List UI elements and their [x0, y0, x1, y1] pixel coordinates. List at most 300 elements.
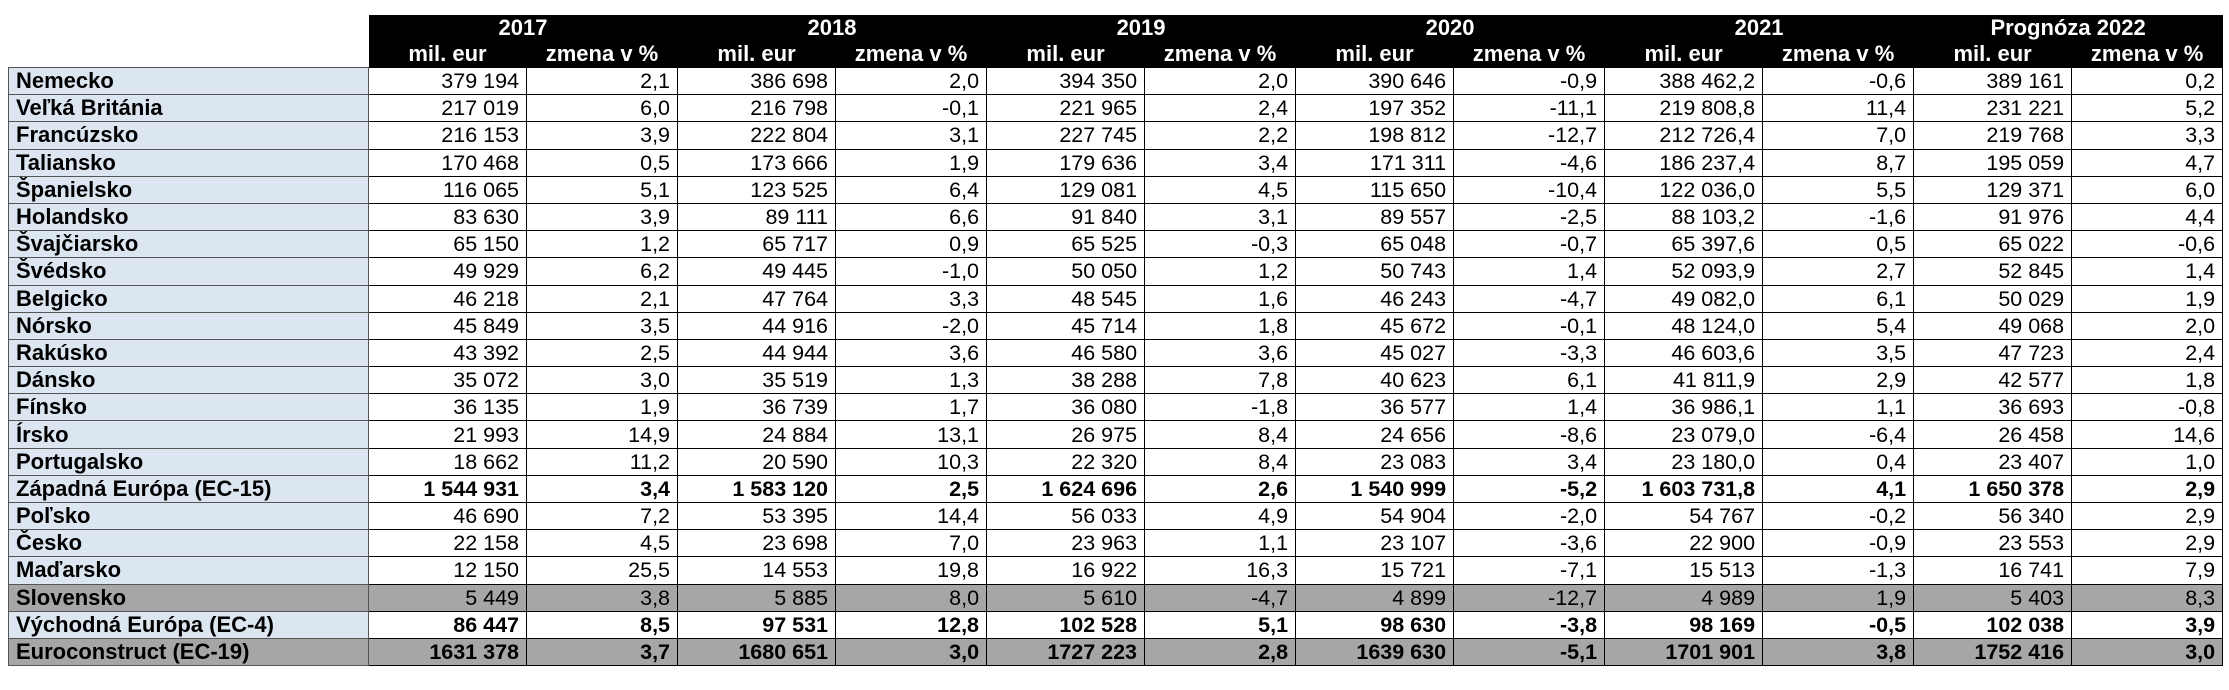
change-cell: 4,9 [1145, 503, 1296, 530]
value-cell: 49 082,0 [1605, 285, 1763, 312]
value-subheader: mil. eur [408, 41, 487, 66]
change-cell: 5,5 [1763, 176, 1914, 203]
change-cell: 1,1 [1763, 394, 1914, 421]
country-name-cell: Rakúsko [9, 339, 369, 366]
change-cell: 3,4 [1145, 149, 1296, 176]
value-cell: 91 840 [987, 203, 1145, 230]
value-cell: 388 462,2 [1605, 68, 1763, 95]
change-subheader: zmena v % [1781, 41, 1895, 66]
year-header: Prognóza 2022 [1990, 15, 2146, 40]
value-cell: 46 690 [369, 503, 527, 530]
value-cell: 36 080 [987, 394, 1145, 421]
value-cell: 65 048 [1296, 231, 1454, 258]
change-cell: 6,1 [1763, 285, 1914, 312]
value-cell: 1639 630 [1296, 638, 1454, 665]
value-cell: 52 845 [1914, 258, 2072, 285]
table-row [9, 584, 2223, 611]
change-cell: 6,1 [1454, 367, 1605, 394]
country-name-cell: Portugalsko [9, 448, 369, 475]
value-cell: 179 636 [987, 149, 1145, 176]
change-cell: -0,6 [1763, 68, 1914, 95]
change-cell: 3,6 [1145, 339, 1296, 366]
value-cell: 47 764 [678, 285, 836, 312]
value-cell: 1752 416 [1914, 638, 2072, 665]
value-cell: 1 603 731,8 [1605, 475, 1763, 502]
value-cell: 48 545 [987, 285, 1145, 312]
change-cell: 4,7 [2072, 149, 2223, 176]
change-cell: 1,1 [1145, 530, 1296, 557]
value-cell: 86 447 [369, 611, 527, 638]
value-cell: 198 812 [1296, 122, 1454, 149]
change-cell: 2,6 [1145, 475, 1296, 502]
value-subheader: mil. eur [1335, 41, 1414, 66]
change-cell: 3,5 [527, 312, 678, 339]
value-cell: 50 743 [1296, 258, 1454, 285]
value-cell: 186 237,4 [1605, 149, 1763, 176]
table-header [9, 15, 2223, 68]
change-cell: 1,6 [1145, 285, 1296, 312]
change-subheader: zmena v % [1472, 41, 1586, 66]
table-row [9, 122, 2223, 149]
value-cell: 116 065 [369, 176, 527, 203]
change-cell: -12,7 [1454, 122, 1605, 149]
value-cell: 5 449 [369, 584, 527, 611]
value-cell: 1 544 931 [369, 475, 527, 502]
construction-output-table [8, 15, 2223, 666]
change-cell: 3,1 [1145, 203, 1296, 230]
value-cell: 65 397,6 [1605, 231, 1763, 258]
value-cell: 56 340 [1914, 503, 2072, 530]
change-cell: -3,8 [1454, 611, 1605, 638]
change-cell: -3,3 [1454, 339, 1605, 366]
value-cell: 195 059 [1914, 149, 2072, 176]
country-name-cell: Belgicko [9, 285, 369, 312]
value-cell: 1680 651 [678, 638, 836, 665]
value-cell: 394 350 [987, 68, 1145, 95]
change-cell: -10,4 [1454, 176, 1605, 203]
unit-header-row [9, 41, 2223, 68]
value-cell: 15 513 [1605, 557, 1763, 584]
value-cell: 36 577 [1296, 394, 1454, 421]
change-cell: 1,8 [2072, 367, 2223, 394]
change-cell: 3,8 [527, 584, 678, 611]
change-cell: 5,1 [1145, 611, 1296, 638]
value-cell: 65 150 [369, 231, 527, 258]
change-cell: -4,7 [1454, 285, 1605, 312]
change-cell: 2,0 [836, 68, 987, 95]
value-cell: 54 904 [1296, 503, 1454, 530]
value-cell: 123 525 [678, 176, 836, 203]
value-cell: 4 989 [1605, 584, 1763, 611]
value-cell: 23 963 [987, 530, 1145, 557]
change-cell: 7,2 [527, 503, 678, 530]
value-cell: 1 624 696 [987, 475, 1145, 502]
value-cell: 41 811,9 [1605, 367, 1763, 394]
change-cell: 6,6 [836, 203, 987, 230]
table-row [9, 258, 2223, 285]
value-cell: 89 557 [1296, 203, 1454, 230]
change-cell: 2,7 [1763, 258, 1914, 285]
change-cell: -4,6 [1454, 149, 1605, 176]
country-name-cell: Holandsko [9, 203, 369, 230]
change-cell: 2,0 [1145, 68, 1296, 95]
value-cell: 46 243 [1296, 285, 1454, 312]
change-cell: -8,6 [1454, 421, 1605, 448]
value-cell: 45 714 [987, 312, 1145, 339]
value-cell: 1701 901 [1605, 638, 1763, 665]
year-header: 2021 [1734, 15, 1784, 40]
value-cell: 102 528 [987, 611, 1145, 638]
change-cell: 1,7 [836, 394, 987, 421]
value-subheader: mil. eur [717, 41, 796, 66]
value-cell: 97 531 [678, 611, 836, 638]
change-subheader: zmena v % [545, 41, 659, 66]
value-subheader: mil. eur [1953, 41, 2032, 66]
change-cell: 1,4 [1454, 394, 1605, 421]
table-row [9, 149, 2223, 176]
change-cell: -0,3 [1145, 231, 1296, 258]
value-cell: 390 646 [1296, 68, 1454, 95]
change-cell: 2,9 [1763, 367, 1914, 394]
change-cell: -1,0 [836, 258, 987, 285]
change-cell: 1,8 [1145, 312, 1296, 339]
value-cell: 50 029 [1914, 285, 2072, 312]
value-subheader: mil. eur [1026, 41, 1105, 66]
change-cell: 2,2 [1145, 122, 1296, 149]
value-cell: 23 079,0 [1605, 421, 1763, 448]
table-row [9, 394, 2223, 421]
change-cell: 25,5 [527, 557, 678, 584]
country-name-cell: Švédsko [9, 258, 369, 285]
change-cell: 2,4 [2072, 339, 2223, 366]
value-cell: 44 944 [678, 339, 836, 366]
value-cell: 15 721 [1296, 557, 1454, 584]
value-cell: 227 745 [987, 122, 1145, 149]
value-cell: 45 027 [1296, 339, 1454, 366]
table-row [9, 339, 2223, 366]
table-row [9, 475, 2223, 502]
change-cell: 8,4 [1145, 448, 1296, 475]
value-cell: 1 583 120 [678, 475, 836, 502]
change-cell: 0,9 [836, 231, 987, 258]
table-row [9, 203, 2223, 230]
change-cell: -1,8 [1145, 394, 1296, 421]
value-cell: 231 221 [1914, 95, 2072, 122]
change-cell: 1,9 [836, 149, 987, 176]
year-header: 2020 [1425, 15, 1475, 40]
change-cell: 3,1 [836, 122, 987, 149]
change-cell: 1,9 [2072, 285, 2223, 312]
change-cell: 2,4 [1145, 95, 1296, 122]
value-cell: 24 656 [1296, 421, 1454, 448]
change-cell: 4,1 [1763, 475, 1914, 502]
value-cell: 173 666 [678, 149, 836, 176]
change-cell: 16,3 [1145, 557, 1296, 584]
change-cell: -6,4 [1763, 421, 1914, 448]
value-cell: 18 662 [369, 448, 527, 475]
change-cell: 3,4 [527, 475, 678, 502]
change-cell: 6,0 [2072, 176, 2223, 203]
change-cell: -1,3 [1763, 557, 1914, 584]
value-cell: 36 986,1 [1605, 394, 1763, 421]
value-cell: 22 320 [987, 448, 1145, 475]
value-cell: 35 519 [678, 367, 836, 394]
value-cell: 14 553 [678, 557, 836, 584]
change-cell: 1,0 [2072, 448, 2223, 475]
country-name-cell: Fínsko [9, 394, 369, 421]
value-cell: 1727 223 [987, 638, 1145, 665]
table-row [9, 530, 2223, 557]
change-cell: -1,6 [1763, 203, 1914, 230]
year-header: 2019 [1116, 15, 1166, 40]
change-cell: -0,5 [1763, 611, 1914, 638]
value-cell: 45 849 [369, 312, 527, 339]
table-row [9, 285, 2223, 312]
change-cell: 7,0 [836, 530, 987, 557]
change-cell: 2,9 [2072, 475, 2223, 502]
value-cell: 43 392 [369, 339, 527, 366]
change-cell: 3,7 [527, 638, 678, 665]
value-cell: 379 194 [369, 68, 527, 95]
value-cell: 5 885 [678, 584, 836, 611]
value-cell: 1 650 378 [1914, 475, 2072, 502]
country-name-cell: Írsko [9, 421, 369, 448]
value-cell: 217 019 [369, 95, 527, 122]
value-cell: 222 804 [678, 122, 836, 149]
value-cell: 1 540 999 [1296, 475, 1454, 502]
change-cell: -12,7 [1454, 584, 1605, 611]
table-row [9, 176, 2223, 203]
change-cell: 3,6 [836, 339, 987, 366]
value-cell: 386 698 [678, 68, 836, 95]
value-cell: 50 050 [987, 258, 1145, 285]
change-cell: 8,4 [1145, 421, 1296, 448]
value-cell: 122 036,0 [1605, 176, 1763, 203]
value-cell: 24 884 [678, 421, 836, 448]
change-cell: 19,8 [836, 557, 987, 584]
value-cell: 98 169 [1605, 611, 1763, 638]
value-cell: 65 525 [987, 231, 1145, 258]
table-row [9, 312, 2223, 339]
table-row [9, 95, 2223, 122]
change-cell: 2,9 [2072, 530, 2223, 557]
value-cell: 91 976 [1914, 203, 2072, 230]
change-subheader: zmena v % [2090, 41, 2204, 66]
value-cell: 1631 378 [369, 638, 527, 665]
change-cell: 0,5 [1763, 231, 1914, 258]
value-cell: 46 218 [369, 285, 527, 312]
change-cell: -2,0 [1454, 503, 1605, 530]
change-cell: 10,3 [836, 448, 987, 475]
value-cell: 40 623 [1296, 367, 1454, 394]
change-cell: -5,1 [1454, 638, 1605, 665]
change-cell: 14,6 [2072, 421, 2223, 448]
value-cell: 49 445 [678, 258, 836, 285]
value-cell: 16 922 [987, 557, 1145, 584]
change-cell: 5,4 [1763, 312, 1914, 339]
value-cell: 23 107 [1296, 530, 1454, 557]
header-corner [9, 15, 369, 41]
country-name-cell: Dánsko [9, 367, 369, 394]
change-cell: -0,9 [1763, 530, 1914, 557]
value-cell: 212 726,4 [1605, 122, 1763, 149]
country-name-cell: Slovensko [9, 584, 369, 611]
value-cell: 36 693 [1914, 394, 2072, 421]
change-cell: 2,9 [2072, 503, 2223, 530]
change-cell: 7,9 [2072, 557, 2223, 584]
value-cell: 56 033 [987, 503, 1145, 530]
value-cell: 389 161 [1914, 68, 2072, 95]
country-name-cell: Západná Európa (EC-15) [9, 475, 369, 502]
change-subheader: zmena v % [1163, 41, 1277, 66]
change-cell: -0,2 [1763, 503, 1914, 530]
value-cell: 26 458 [1914, 421, 2072, 448]
table-row [9, 611, 2223, 638]
value-cell: 49 929 [369, 258, 527, 285]
change-cell: -4,7 [1145, 584, 1296, 611]
change-cell: 3,3 [836, 285, 987, 312]
change-cell: 1,3 [836, 367, 987, 394]
change-cell: 2,0 [2072, 312, 2223, 339]
change-cell: 6,4 [836, 176, 987, 203]
change-cell: 8,5 [527, 611, 678, 638]
change-cell: 1,4 [1454, 258, 1605, 285]
change-cell: 14,4 [836, 503, 987, 530]
change-cell: -7,1 [1454, 557, 1605, 584]
value-cell: 38 288 [987, 367, 1145, 394]
change-cell: 3,0 [836, 638, 987, 665]
country-name-cell: Poľsko [9, 503, 369, 530]
header-corner [9, 41, 369, 68]
value-cell: 42 577 [1914, 367, 2072, 394]
value-cell: 216 153 [369, 122, 527, 149]
value-cell: 5 403 [1914, 584, 2072, 611]
change-cell: -0,6 [2072, 231, 2223, 258]
table-row [9, 448, 2223, 475]
change-cell: 8,0 [836, 584, 987, 611]
change-cell: 4,4 [2072, 203, 2223, 230]
value-cell: 170 468 [369, 149, 527, 176]
change-cell: 3,8 [1763, 638, 1914, 665]
change-cell: 2,1 [527, 68, 678, 95]
change-cell: -0,1 [836, 95, 987, 122]
change-cell: 3,5 [1763, 339, 1914, 366]
value-cell: 36 739 [678, 394, 836, 421]
value-cell: 23 698 [678, 530, 836, 557]
change-cell: 11,4 [1763, 95, 1914, 122]
value-cell: 197 352 [1296, 95, 1454, 122]
change-cell: 2,8 [1145, 638, 1296, 665]
value-cell: 221 965 [987, 95, 1145, 122]
value-cell: 102 038 [1914, 611, 2072, 638]
value-cell: 36 135 [369, 394, 527, 421]
change-cell: -3,6 [1454, 530, 1605, 557]
change-cell: 14,9 [527, 421, 678, 448]
value-cell: 129 081 [987, 176, 1145, 203]
change-cell: 0,5 [527, 149, 678, 176]
value-cell: 26 975 [987, 421, 1145, 448]
value-cell: 44 916 [678, 312, 836, 339]
change-cell: 0,2 [2072, 68, 2223, 95]
change-cell: -0,9 [1454, 68, 1605, 95]
table-row [9, 421, 2223, 448]
change-cell: 3,9 [527, 203, 678, 230]
change-cell: 7,0 [1763, 122, 1914, 149]
value-cell: 115 650 [1296, 176, 1454, 203]
value-cell: 35 072 [369, 367, 527, 394]
country-name-cell: Francúzsko [9, 122, 369, 149]
value-cell: 23 407 [1914, 448, 2072, 475]
change-cell: 6,0 [527, 95, 678, 122]
value-cell: 48 124,0 [1605, 312, 1763, 339]
change-cell: 2,1 [527, 285, 678, 312]
table-row [9, 367, 2223, 394]
value-cell: 219 768 [1914, 122, 2072, 149]
change-cell: 6,2 [527, 258, 678, 285]
value-cell: 45 672 [1296, 312, 1454, 339]
value-cell: 4 899 [1296, 584, 1454, 611]
value-cell: 16 741 [1914, 557, 2072, 584]
table-row [9, 557, 2223, 584]
value-cell: 54 767 [1605, 503, 1763, 530]
value-cell: 5 610 [987, 584, 1145, 611]
change-cell: 4,5 [527, 530, 678, 557]
change-cell: -0,8 [2072, 394, 2223, 421]
value-cell: 53 395 [678, 503, 836, 530]
change-cell: -2,0 [836, 312, 987, 339]
change-cell: 5,1 [527, 176, 678, 203]
table-body [9, 68, 2223, 666]
value-cell: 46 603,6 [1605, 339, 1763, 366]
value-cell: 88 103,2 [1605, 203, 1763, 230]
value-cell: 216 798 [678, 95, 836, 122]
table-row [9, 68, 2223, 95]
change-cell: -11,1 [1454, 95, 1605, 122]
value-cell: 22 158 [369, 530, 527, 557]
value-cell: 52 093,9 [1605, 258, 1763, 285]
table-row [9, 503, 2223, 530]
year-header: 2018 [807, 15, 857, 40]
change-cell: 3,9 [2072, 611, 2223, 638]
change-cell: 2,5 [527, 339, 678, 366]
value-cell: 219 808,8 [1605, 95, 1763, 122]
value-cell: 23 553 [1914, 530, 2072, 557]
value-cell: 65 717 [678, 231, 836, 258]
country-name-cell: Švajčiarsko [9, 231, 369, 258]
value-subheader: mil. eur [1644, 41, 1723, 66]
value-cell: 98 630 [1296, 611, 1454, 638]
change-cell: 1,2 [1145, 258, 1296, 285]
country-name-cell: Nemecko [9, 68, 369, 95]
table-row [9, 638, 2223, 665]
change-cell: 13,1 [836, 421, 987, 448]
change-cell: 12,8 [836, 611, 987, 638]
change-cell: 3,3 [2072, 122, 2223, 149]
construction-output-table-wrapper [8, 15, 2223, 666]
value-cell: 20 590 [678, 448, 836, 475]
value-cell: 12 150 [369, 557, 527, 584]
value-cell: 89 111 [678, 203, 836, 230]
change-subheader: zmena v % [854, 41, 968, 66]
table-row [9, 231, 2223, 258]
change-cell: 8,7 [1763, 149, 1914, 176]
value-cell: 23 083 [1296, 448, 1454, 475]
value-cell: 21 993 [369, 421, 527, 448]
country-name-cell: Taliansko [9, 149, 369, 176]
country-name-cell: Maďarsko [9, 557, 369, 584]
change-cell: 1,4 [2072, 258, 2223, 285]
year-header: 2017 [498, 15, 548, 40]
